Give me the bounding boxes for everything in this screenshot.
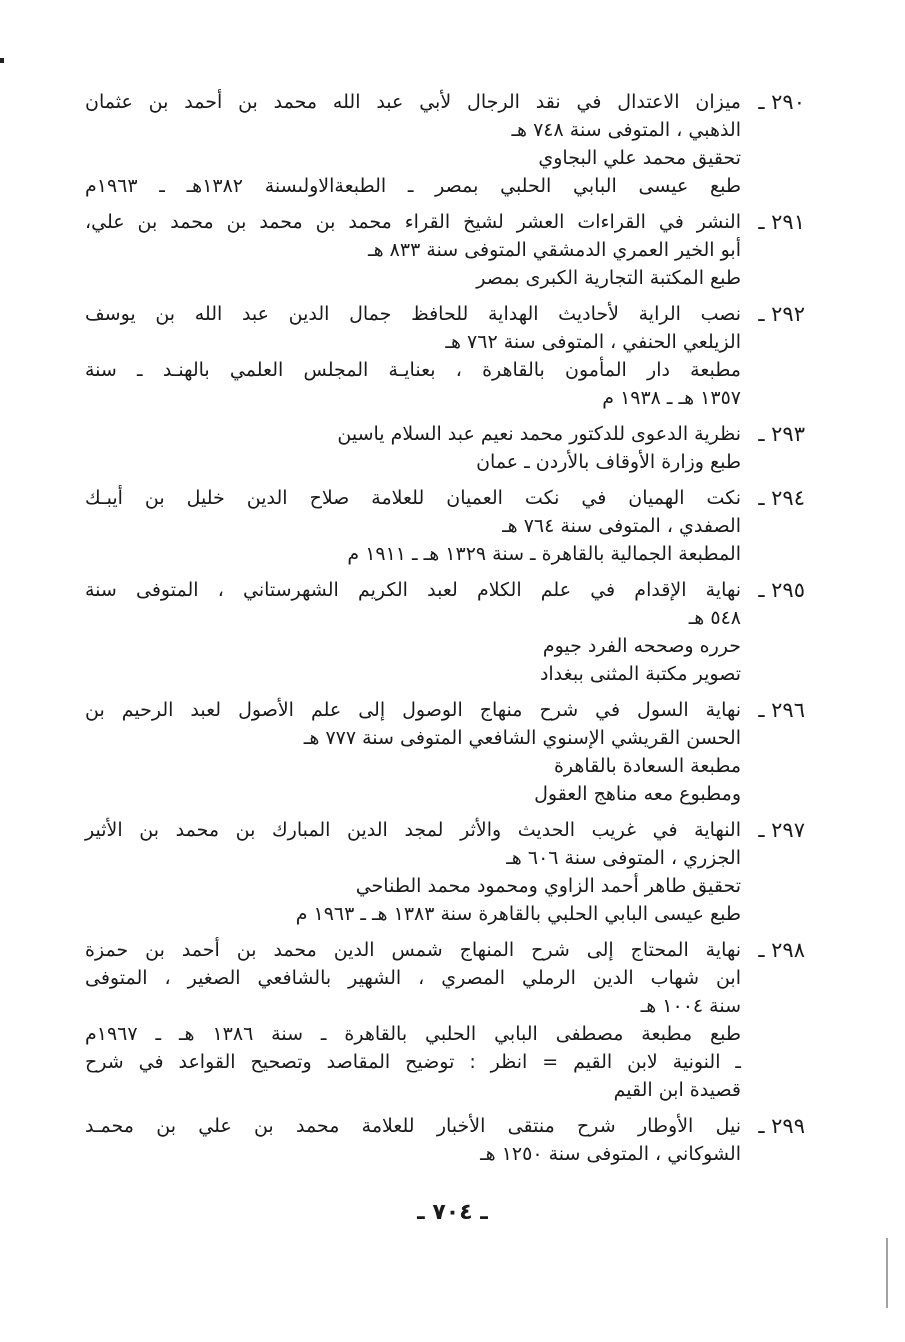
entry-number: ٢٩٢ ـ	[758, 302, 805, 326]
entry-line: تحقيق محمد علي البجاوي	[538, 147, 741, 169]
entry-number: ٢٩٩ ـ	[758, 1114, 805, 1138]
entry-body	[85, 208, 741, 292]
entry-number: ٢٩٣ ـ	[758, 422, 805, 446]
entry-line: نصب الراية لأحاديث الهداية للحافظ جمال الدين عبد الله بن يوسف	[85, 303, 741, 325]
entry-number: ٢٩٧ ـ	[758, 818, 805, 842]
entry-line: النهاية في غريب الحديث والأثر لمجد الدين المبارك بن محمد بن الأثير	[85, 819, 741, 841]
entry-line: النشر في القراءات العشر لشيخ القراء محمد بن محمد بن محمد بن علي،	[85, 211, 741, 233]
entry-line: مطبعة السعادة بالقاهرة	[553, 755, 741, 777]
entry-line: طبع عيسى البابي الحلبي بالقاهرة سنة ١٣٨٣ هـ ـ ١٩٦٣ م	[295, 903, 741, 925]
entry-body	[85, 576, 741, 688]
entry-line: ٥٤٨ هـ	[688, 607, 741, 629]
entry-line: تحقيق طاهر أحمد الزاوي ومحمود محمد الطناحي	[355, 875, 741, 897]
entry-line: طبع وزارة الأوقاف بالأردن ـ عمان	[476, 451, 741, 473]
bibliography-entry-290	[85, 88, 805, 200]
entry-line: نيل الأوطار شرح منتقى الأخبار للعلامة محمد بن علي بن محمـد	[85, 1115, 741, 1137]
entry-line: ابن شهاب الدين الرملي المصري ، الشهير بالشافعي الصغير ، المتوفى	[85, 967, 741, 989]
entry-line: الذهبي ، المتوفى سنة ٧٤٨ هـ	[511, 119, 741, 141]
entry-line: ومطبوع معه مناهج العقول	[534, 783, 741, 805]
entry-line: أبو الخير العمري الدمشقي المتوفى سنة ٨٣٣ هـ	[368, 239, 741, 261]
entry-line: الشوكاني ، المتوفى سنة ١٢٥٠ هـ	[480, 1143, 741, 1165]
entry-line: طبع المكتبة التجارية الكبرى بمصر	[476, 267, 741, 289]
bibliography-entry-296	[85, 696, 805, 808]
entry-line: سنة ١٠٠٤ هـ	[640, 995, 741, 1017]
entry-number: ٢٩١ ـ	[758, 210, 805, 234]
bibliography-entry-299	[85, 1112, 805, 1168]
entry-body	[85, 1112, 741, 1168]
entry-body	[85, 696, 741, 808]
entry-body	[85, 936, 741, 1104]
page-number: ـ ٧٠٤ ـ	[417, 1200, 488, 1225]
scan-edge-mark	[886, 1238, 888, 1308]
entry-line: نهاية الإقدام في علم الكلام لعبد الكريم الشهرستاني ، المتوفى سنة	[85, 579, 741, 601]
bibliography-entry-293	[85, 420, 805, 476]
entry-line: نكت الهميان في نكت العميان للعلامة صلاح الدين خليل بن أيبـك	[85, 487, 741, 509]
entry-body	[85, 484, 741, 568]
bibliography-entry-295	[85, 576, 805, 688]
entry-body	[85, 88, 741, 200]
cross-reference-line: ـ النونية لابن القيم = انظر : توضيح المقاصد وتصحيح القواعد في شرح	[85, 1051, 741, 1073]
entry-line: الزيلعي الحنفي ، المتوفى سنة ٧٦٢ هـ	[445, 331, 741, 353]
entry-line: ميزان الاعتدال في نقد الرجال لأبي عبد الله محمد بن أحمد بن عثمان	[85, 91, 741, 113]
entry-line: الحسن القريشي الإسنوي الشافعي المتوفى سنة ٧٧٧ هـ	[303, 727, 741, 749]
entry-line: نهاية المحتاج إلى شرح المنهاج شمس الدين محمد بن أحمد بن حمزة	[85, 939, 741, 961]
bibliography-entry-292	[85, 300, 805, 412]
entry-body	[85, 816, 741, 928]
entry-number: ٢٩٤ ـ	[758, 486, 805, 510]
entry-line: الجزري ، المتوفى سنة ٦٠٦ هـ	[506, 847, 741, 869]
entry-number: ٢٩٦ ـ	[758, 698, 805, 722]
entry-line: طبع مطبعة مصطفى البابي الحلبي بالقاهرة ـ سنة ١٣٨٦ هـ ـ ١٩٦٧م	[85, 1023, 742, 1045]
entry-line: تصوير مكتبة المثنى ببغداد	[539, 663, 741, 685]
bibliography-entry-294	[85, 484, 805, 568]
bibliography-list	[85, 88, 805, 1176]
scan-speck	[0, 58, 4, 63]
entry-line: مطبعة دار المأمون بالقاهرة ، بعنايـة المجلس العلمي بالهنـد ـ سنة	[85, 359, 741, 381]
bibliography-entry-297	[85, 816, 805, 928]
entry-line: نظرية الدعوى للدكتور محمد نعيم عبد السلام ياسين	[337, 423, 741, 445]
bibliography-entry-298	[85, 936, 805, 1104]
entry-line: نهاية السول في شرح منهاج الوصول إلى علم الأصول لعبد الرحيم بن	[85, 699, 741, 721]
entry-line: ١٣٥٧ هـ ـ ١٩٣٨ م	[602, 387, 741, 409]
entry-body	[85, 420, 741, 476]
entry-line: الصفدي ، المتوفى سنة ٧٦٤ هـ	[502, 515, 741, 537]
entry-body	[85, 300, 741, 412]
bibliography-entry-291	[85, 208, 805, 292]
entry-number: ٢٩٨ ـ	[758, 938, 805, 962]
entry-line: المطبعة الجمالية بالقاهرة ـ سنة ١٣٢٩ هـ ـ ١٩١١ م	[347, 543, 741, 565]
cross-reference-line: قصيدة ابن القيم	[613, 1079, 741, 1101]
entry-line: حرره وصححه الفرد جيوم	[542, 635, 741, 657]
entry-number: ٢٩٠ ـ	[758, 90, 805, 114]
entry-number: ٢٩٥ ـ	[758, 578, 805, 602]
entry-line: طبع عيسى البابي الحلبي بمصر ـ الطبعةالاولىسنة ١٣٨٢هـ ـ ١٩٦٣م	[85, 175, 741, 197]
